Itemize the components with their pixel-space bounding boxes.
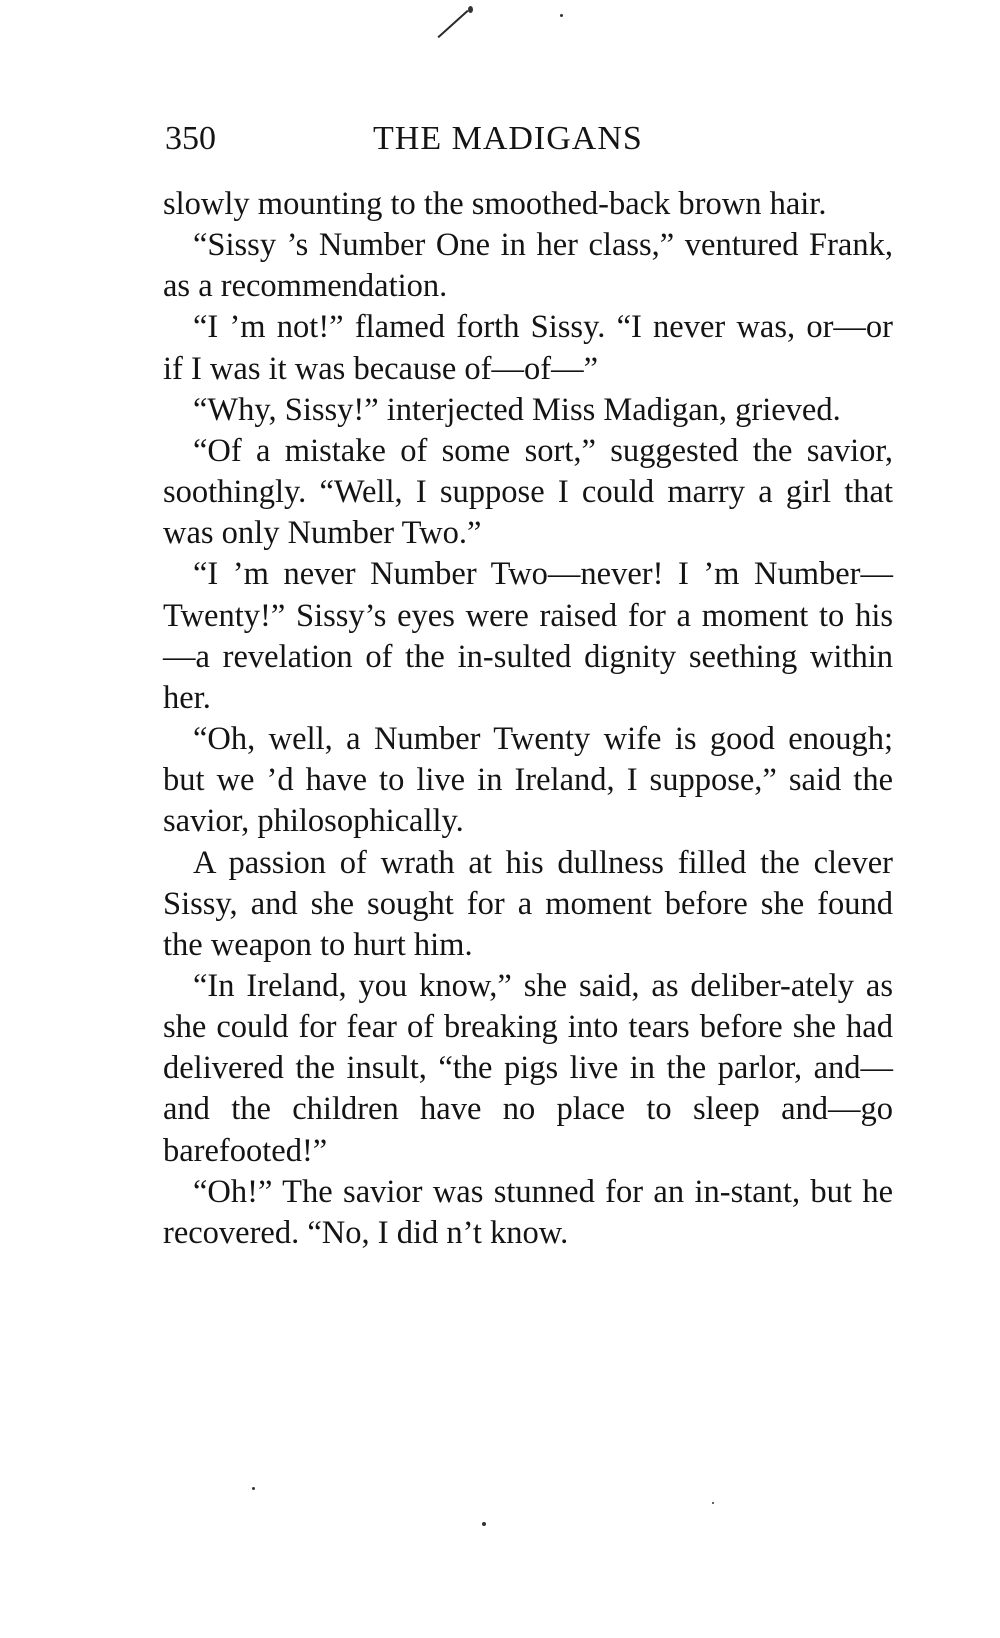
running-head <box>165 114 895 164</box>
paragraph: slowly mounting to the smoothed-back brown hair. <box>163 186 827 222</box>
paragraph: “Oh, well, a Number Twenty wife is good enough; but we ’d have to live in Ireland, I suppose,” said the savior, philosophically. <box>163 721 893 840</box>
paragraph: “In Ireland, you know,” she said, as deliber-ately as she could for fear of breaking into tears before she had delivered the insult, “the pigs live in the parlor, and—and the children have no place to sleep and—go barefooted!” <box>163 967 893 1169</box>
ink-speck <box>252 1487 255 1490</box>
paragraph: A passion of wrath at his dullness filled the clever Sissy, and she sought for a moment before she found the weapon to hurt him. <box>163 844 893 963</box>
paragraph: “I ’m not!” flamed forth Sissy. “I never was, or—or if I was it was because of—of—” <box>163 309 893 387</box>
ink-speck <box>560 14 563 17</box>
paragraph: “Of a mistake of some sort,” suggested the savior, soothingly. “Well, I suppose I could marry a girl that was only Number Two.” <box>163 432 893 552</box>
paragraph: “Why, Sissy!” interjected Miss Madigan, grieved. <box>193 391 841 428</box>
paragraph: “Oh!” The savior was stunned for an in-stant, but he recovered. “No, I did n’t know. <box>163 1173 893 1251</box>
running-title: THE MADIGANS <box>373 120 643 157</box>
body-text <box>163 184 893 1254</box>
ink-mark <box>437 10 468 38</box>
ink-speck <box>468 6 473 13</box>
paragraph: “Sissy ’s Number One in her class,” ventured Frank, as a recommendation. <box>163 227 893 305</box>
paragraph: “I ’m never Number Two—never! I ’m Number—Twenty!” Sissy’s eyes were raised for a moment to his—a revelation of the in-sulted dignity seething within her. <box>163 556 893 716</box>
ink-speck <box>712 1502 714 1504</box>
ink-speck <box>482 1522 486 1526</box>
page-number: 350 <box>165 120 216 157</box>
